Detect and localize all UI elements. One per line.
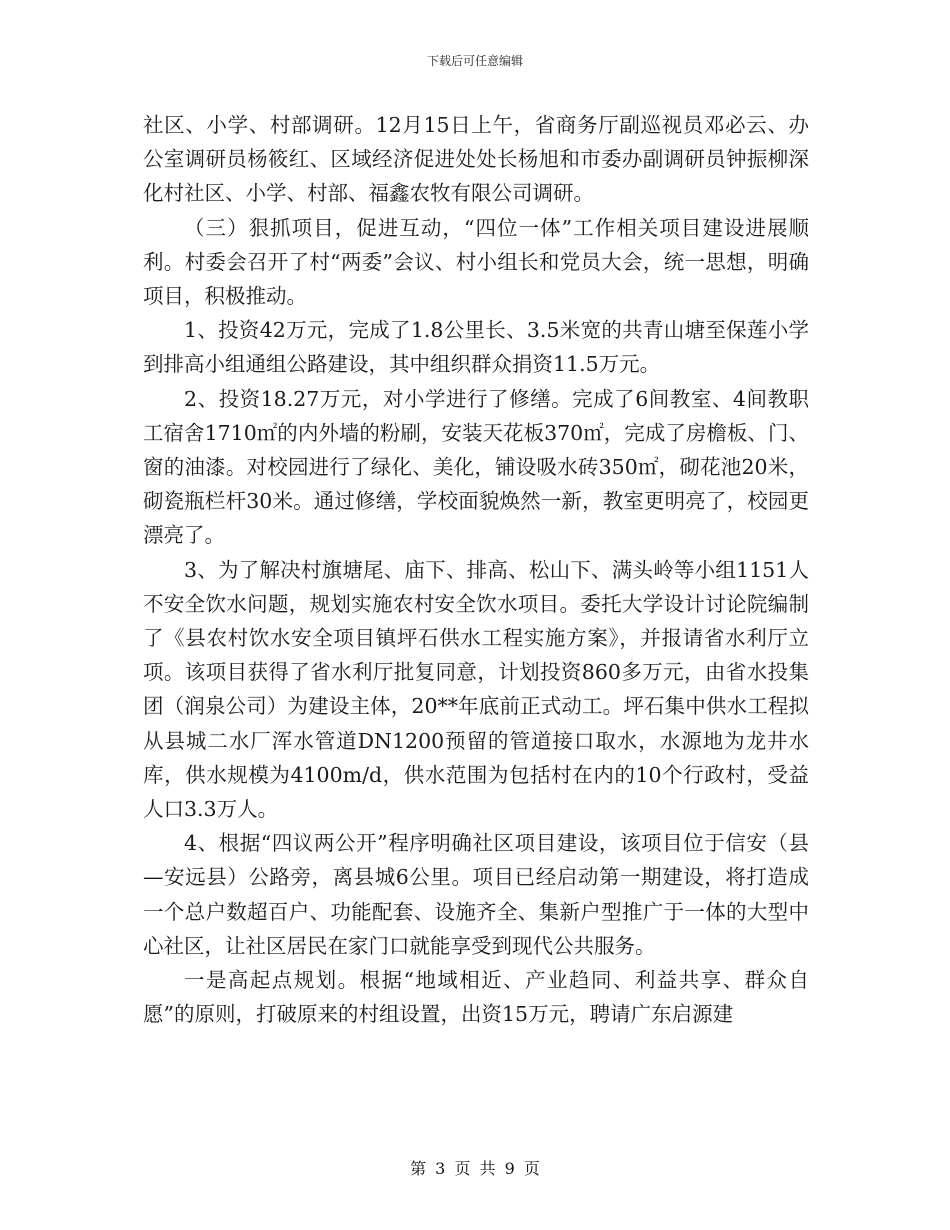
paragraph: 社区、小学、村部调研。12月15日上午，省商务厅副巡视员邓必云、办公室调研员杨筱红、区域经济促进处处长杨旭和市委办副调研员钟振柳深化村社区、小学、村部、福鑫农牧有限公司调研。 xyxy=(143,113,809,206)
paragraph: 1、投资42万元，完成了1.8公里长、3.5米宽的共青山塘至保莲小学到排高小组通组公路建设，其中组织群众捐资11.5万元。 xyxy=(143,318,809,377)
paragraph: 一是高起点规划。根据“地域相近、产业趋同、利益共享、群众自愿”的原则，打破原来的村组设置，出资15万元，聘请广东启源建 xyxy=(143,968,809,1027)
paragraph: （三）狠抓项目，促进互动，“四位一体”工作相关项目建设进展顺利。村委会召开了村“两委”会议、村小组长和党员大会，统一思想，明确项目，积极推动。 xyxy=(143,215,809,309)
paragraph: 4、根据“四议两公开”程序明确社区项目建设，该项目位于信安（县—安远县）公路旁，离县城6公里。项目已经启动第一期建设，将打造成一个总户数超百户、功能配套、设施齐全、集新户型推广于一体的大型中心社区，让社区居民在家门口就能享受到现代公共服务。 xyxy=(143,831,809,958)
paragraph: 3、为了解决村旗塘尾、庙下、排高、松山下、满头岭等小组1151人不安全饮水问题，规划实施农村安全饮水项目。委托大学设计讨论院编制了《县农村饮水安全项目镇坪石供水工程实施方案》，并报请省水利厅立项。该项目获得了省水利厅批复同意，计划投资860多万元，由省水投集团（润泉公司）为建设主体，20**年底前正式动工。坪石集中供水工程拟从县城二水厂浑水管道DN1200预留的管道接口取水，水源地为龙井水库，供水规模为4100m/d，供水范围为包括村在内的10个行政村，受益人口3.3万人。 xyxy=(143,557,809,822)
document-body xyxy=(143,108,809,1031)
page-number: 第 3 页 共 9 页 xyxy=(410,1159,540,1178)
paragraph: 2、投资18.27万元，对小学进行了修缮。完成了6间教室、4间教职工宿舍1710㎡的内外墙的粉刷，安装天花板370㎡，完成了房檐板、门、窗的油漆。对校园进行了绿化、美化，铺设吸水砖350㎡，砌花池20米，砌瓷瓶栏杆30米。通过修缮，学校面貌焕然一新，教室更明亮了，校园更漂亮了。 xyxy=(143,386,809,548)
page-header: 下载后可任意编辑 xyxy=(426,54,523,68)
